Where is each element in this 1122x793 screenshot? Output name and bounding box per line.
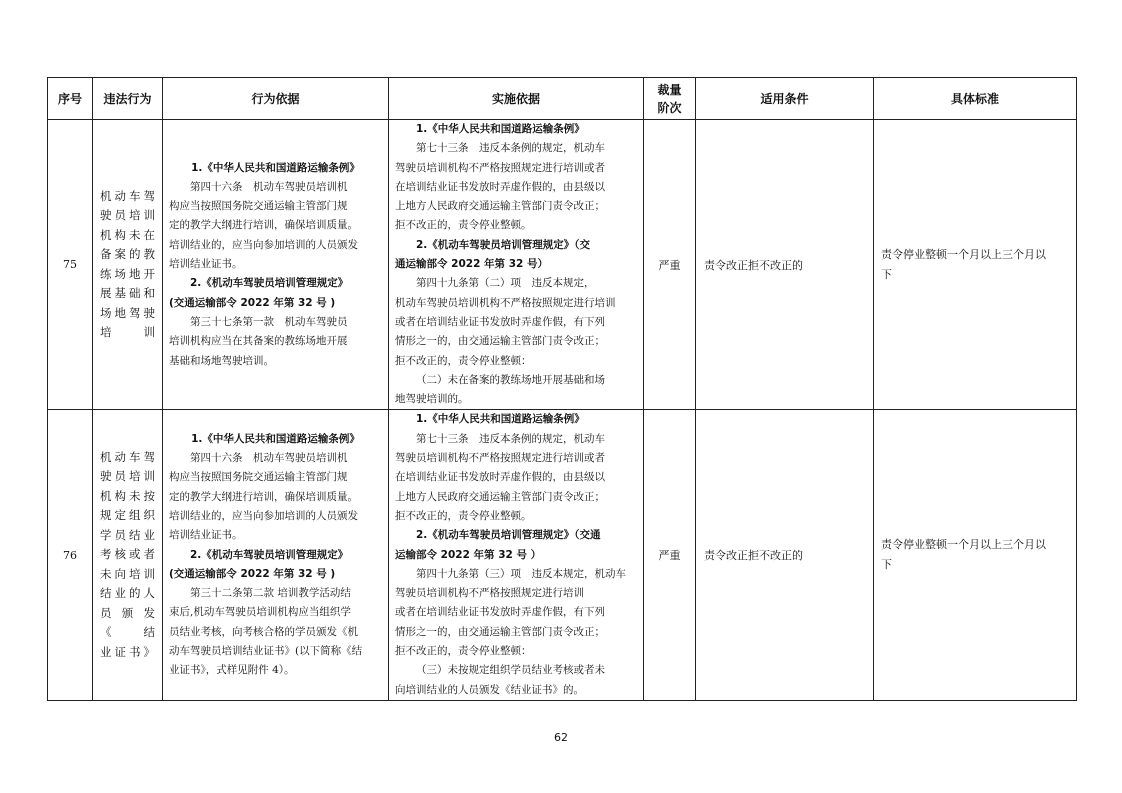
penalty-table: [47, 77, 1077, 701]
basis-line: 构应当按照国务院交通运输主管部门规: [169, 471, 348, 484]
standard-cell: [874, 120, 1077, 410]
implementation-line: 1.《中华人民共和国道路运输条例》: [416, 413, 585, 426]
header-implementation: 实施依据: [389, 78, 644, 120]
implementation-line: 驾驶员培训机构不严格按照规定进行培训或者: [395, 452, 605, 465]
implementation-line: 上地方人民政府交通运输主管部门责令改正；: [395, 490, 605, 503]
basis-cell: [163, 410, 389, 700]
implementation-line: 通运输部令 2022 年第 32 号）: [395, 258, 548, 271]
severity-cell: 严重: [644, 410, 696, 700]
standard-cell: [874, 410, 1077, 700]
basis-line: 定的教学大纲进行培训，确保培训质量。: [169, 219, 358, 232]
violation-line: 结业的人: [100, 586, 155, 601]
table-header-row: [48, 78, 1077, 120]
implementation-line: 第四十九条第（二）项 违反本规定，: [416, 277, 595, 290]
implementation-line: （三）未按规定组织学员结业考核或者未: [416, 664, 605, 677]
implementation-cell: [389, 120, 644, 410]
basis-line: 动车驾驶员培训结业证书》(以下简称《结: [169, 645, 363, 658]
violation-line: 驶员培训: [100, 469, 155, 484]
violation-line: 场地驾驶: [100, 305, 155, 320]
basis-line: 培训结业的，应当向参加培训的人员颁发: [169, 509, 358, 522]
table-row: [48, 120, 1077, 410]
violation-line: 驶员培训: [100, 208, 155, 223]
implementation-line: 2.《机动车驾驶员培训管理规定》（交: [416, 238, 591, 251]
basis-line: (交通运输部令 2022 年第 32 号 ): [169, 567, 336, 580]
implementation-line: 1.《中华人民共和国道路运输条例》: [416, 123, 585, 135]
table-row: [48, 410, 1077, 700]
basis-line: 基础和场地驾驶培训。: [169, 354, 274, 367]
implementation-line: 驾驶员培训机构不严格按照规定进行培训: [395, 587, 584, 600]
header-degree-line2: 阶次: [657, 100, 682, 115]
implementation-line: 向培训结业的人员颁发《结业证书》的。: [395, 683, 584, 696]
violation-line: 机构未按: [100, 488, 155, 503]
header-basis: 行为依据: [163, 78, 389, 120]
basis-line: 培训机构应当在其备案的教练场地开展: [169, 335, 348, 348]
table-body: [48, 120, 1077, 701]
implementation-line: 第七十三条 违反本条例的规定，机动车: [416, 432, 605, 445]
basis-line: 构应当按照国务院交通运输主管部门规: [169, 200, 348, 213]
implementation-line: 拒不改正的，责令停业整顿：: [395, 354, 532, 367]
implementation-line: 运输部令 2022 年第 32 号 ）: [395, 548, 542, 561]
violation-line: 学员结业: [100, 527, 155, 542]
basis-line: 1.《中华人民共和国道路运输条例》: [191, 161, 360, 174]
implementation-line: 在培训结业证书发放时弄虚作假的，由县级以: [395, 180, 605, 193]
violation-line: 未向培训: [100, 566, 155, 581]
basis-line: 1.《中华人民共和国道路运输条例》: [191, 432, 360, 445]
implementation-line: 拒不改正的，责令停业整顿。: [395, 219, 532, 232]
standard-line: 责令停业整顿一个月以上三个月以: [881, 247, 1046, 261]
implementation-line: 2.《机动车驾驶员培训管理规定》（交通: [416, 529, 601, 542]
header-condition: 适用条件: [696, 78, 874, 120]
basis-line: 束后,机动车驾驶员培训机构应当组织学: [169, 606, 351, 619]
violation-line: 练场地开: [100, 266, 155, 281]
implementation-line: （二）未在备案的教练场地开展基础和场: [416, 373, 605, 386]
basis-line: (交通运输部令 2022 年第 32 号 ): [169, 296, 336, 309]
violation-cell: [93, 120, 163, 410]
basis-line: 第三十二条第二款 培训教学活动结: [190, 587, 351, 600]
basis-line: 员结业考核，向考核合格的学员颁发《机: [169, 625, 358, 638]
row-number: 76: [48, 410, 93, 700]
implementation-line: 上地方人民政府交通运输主管部门责令改正；: [395, 200, 605, 213]
condition-cell: 责令改正拒不改正的: [696, 120, 874, 410]
implementation-line: 机动车驾驶员培训机构不严格按照规定进行培训: [395, 296, 616, 309]
basis-line: 定的教学大纲进行培训，确保培训质量。: [169, 490, 358, 503]
basis-line: 培训结业的，应当向参加培训的人员颁发: [169, 238, 358, 251]
violation-line: 展基础和: [100, 286, 155, 301]
basis-line: 2.《机动车驾驶员培训管理规定》: [190, 548, 349, 561]
header-standard: 具体标准: [874, 78, 1077, 120]
violation-line: 机动车驾: [100, 188, 155, 203]
basis-line: 第四十六条 机动车驾驶员培训机: [190, 180, 348, 193]
basis-line: 业证书》，式样见附件 4）。: [169, 664, 295, 677]
violation-line: 培训: [100, 325, 155, 340]
basis-line: 培训结业证书。: [169, 529, 243, 542]
basis-line: 第四十六条 机动车驾驶员培训机: [190, 452, 348, 465]
implementation-line: 第四十九条第（三）项 违反本规定，机动车: [416, 567, 626, 580]
header-num: 序号: [48, 78, 93, 120]
basis-cell: [163, 120, 389, 410]
standard-line: 下: [881, 267, 892, 281]
violation-line: 备案的教: [100, 247, 155, 262]
implementation-line: 拒不改正的，责令停业整顿。: [395, 509, 532, 522]
row-number: 75: [48, 120, 93, 410]
violation-line: 机动车驾: [100, 449, 155, 464]
implementation-cell: [389, 410, 644, 700]
standard-line: 下: [881, 558, 892, 572]
implementation-line: 或者在培训结业证书发放时弄虚作假，有下列: [395, 315, 605, 328]
implementation-line: 情形之一的，由交通运输主管部门责令改正；: [395, 625, 605, 638]
condition-cell: 责令改正拒不改正的: [696, 410, 874, 700]
standard-line: 责令停业整顿一个月以上三个月以: [881, 538, 1046, 552]
violation-line: 员颁发《结: [100, 605, 155, 640]
severity-cell: 严重: [644, 120, 696, 410]
implementation-line: 拒不改正的，责令停业整顿：: [395, 645, 532, 658]
violation-line: 业证书》: [100, 644, 155, 659]
header-degree: [644, 78, 696, 120]
basis-line: 2.《机动车驾驶员培训管理规定》: [190, 277, 349, 290]
header-violation: 违法行为: [93, 78, 163, 120]
implementation-line: 第七十三条 违反本条例的规定，机动车: [416, 142, 605, 155]
violation-line: 机构未在: [100, 227, 155, 242]
implementation-line: 在培训结业证书发放时弄虚作假的，由县级以: [395, 471, 605, 484]
basis-line: 培训结业证书。: [169, 258, 243, 271]
implementation-line: 驾驶员培训机构不严格按照规定进行培训或者: [395, 161, 605, 174]
basis-line: 第三十七条第一款 机动车驾驶员: [190, 315, 348, 328]
implementation-line: 或者在培训结业证书发放时弄虚作假，有下列: [395, 606, 605, 619]
violation-cell: [93, 410, 163, 700]
header-degree-line1: 裁量: [657, 82, 682, 97]
page-number: 62: [554, 731, 568, 744]
implementation-line: 地驾驶培训的。: [395, 393, 469, 406]
implementation-line: 情形之一的，由交通运输主管部门责令改正；: [395, 335, 605, 348]
violation-line: 考核或者: [100, 547, 155, 562]
violation-line: 规定组织: [100, 508, 155, 523]
